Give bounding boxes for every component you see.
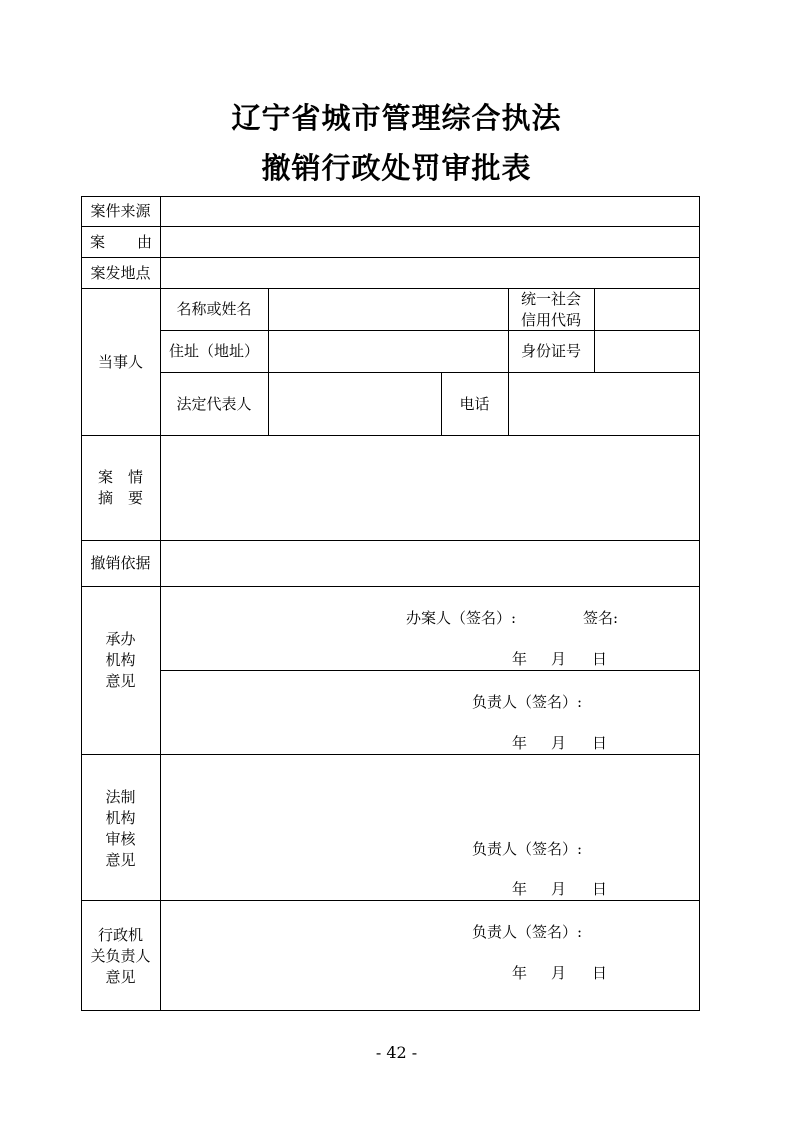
case-source-field[interactable]: [161, 197, 699, 226]
case-source-label: 案件来源: [90, 202, 151, 220]
id-number-label: 身份证号: [520, 342, 581, 360]
responsible-signature-label: 负责人（签名）:: [472, 840, 583, 858]
date-year-label: 年: [512, 734, 528, 752]
date-day-label: 日: [592, 880, 608, 898]
legal-label-2: 机构: [105, 809, 136, 827]
date-month-label: 月: [551, 650, 567, 668]
legal-rep-label: 法定代表人: [176, 395, 252, 413]
date-month-label: 月: [551, 964, 567, 982]
legal-rep-field[interactable]: [269, 373, 441, 435]
phone-label: 电话: [459, 395, 490, 413]
undertaking-label-1: 承办: [105, 630, 136, 648]
handler-signature-label: 办案人（签名）:: [406, 609, 517, 627]
responsible-signature-label: 负责人（签名）:: [472, 693, 583, 711]
admin-label-1: 行政机: [97, 926, 143, 944]
case-reason-label-b: 由: [137, 233, 153, 251]
responsible-signature-label: 负责人（签名）:: [472, 923, 583, 941]
title-line-2: 撤销行政处罚审批表: [261, 151, 532, 185]
row-divider: [160, 670, 700, 671]
date-year-label: 年: [512, 964, 528, 982]
legal-label-4: 意见: [105, 851, 136, 869]
date-day-label: 日: [592, 650, 608, 668]
handler-sign-label: 签名:: [583, 609, 619, 627]
name-label: 名称或姓名: [176, 300, 252, 318]
id-number-field[interactable]: [595, 331, 699, 372]
summary-label-2: 摘 要: [97, 489, 143, 507]
admin-label-3: 意见: [105, 968, 136, 986]
row-divider: [81, 900, 700, 901]
table-border-left: [81, 196, 82, 1011]
party-label: 当事人: [97, 353, 143, 371]
case-summary-field[interactable]: [161, 436, 699, 540]
date-year-label: 年: [512, 650, 528, 668]
credit-code-label-2: 信用代码: [520, 311, 581, 329]
row-divider: [81, 754, 700, 755]
case-location-label: 案发地点: [90, 264, 151, 282]
admin-label-2: 关负责人: [90, 947, 151, 965]
basis-label: 撤销依据: [90, 554, 151, 572]
address-field[interactable]: [269, 331, 508, 372]
row-divider: [81, 586, 700, 587]
party-name-field[interactable]: [269, 289, 508, 330]
credit-code-field[interactable]: [595, 289, 699, 330]
table-border-right: [699, 196, 700, 1011]
date-day-label: 日: [592, 734, 608, 752]
revocation-basis-field[interactable]: [161, 541, 699, 586]
undertaking-label-2: 机构: [105, 651, 136, 669]
case-reason-label-a: 案: [90, 233, 106, 251]
legal-label-1: 法制: [105, 788, 136, 806]
legal-label-3: 审核: [105, 830, 136, 848]
date-year-label: 年: [512, 880, 528, 898]
summary-label-1: 案 情: [97, 468, 143, 486]
case-reason-field[interactable]: [161, 227, 699, 257]
credit-code-label-1: 统一社会: [520, 290, 581, 308]
date-month-label: 月: [551, 734, 567, 752]
table-border-bottom: [81, 1010, 700, 1011]
undertaking-label-3: 意见: [105, 672, 136, 690]
case-location-field[interactable]: [161, 258, 699, 288]
page-number: - 42 -: [375, 1043, 418, 1062]
date-day-label: 日: [592, 964, 608, 982]
phone-field[interactable]: [509, 373, 699, 435]
title-line-1: 辽宁省城市管理综合执法: [231, 101, 562, 135]
address-label: 住址（地址）: [168, 342, 259, 360]
date-month-label: 月: [551, 880, 567, 898]
